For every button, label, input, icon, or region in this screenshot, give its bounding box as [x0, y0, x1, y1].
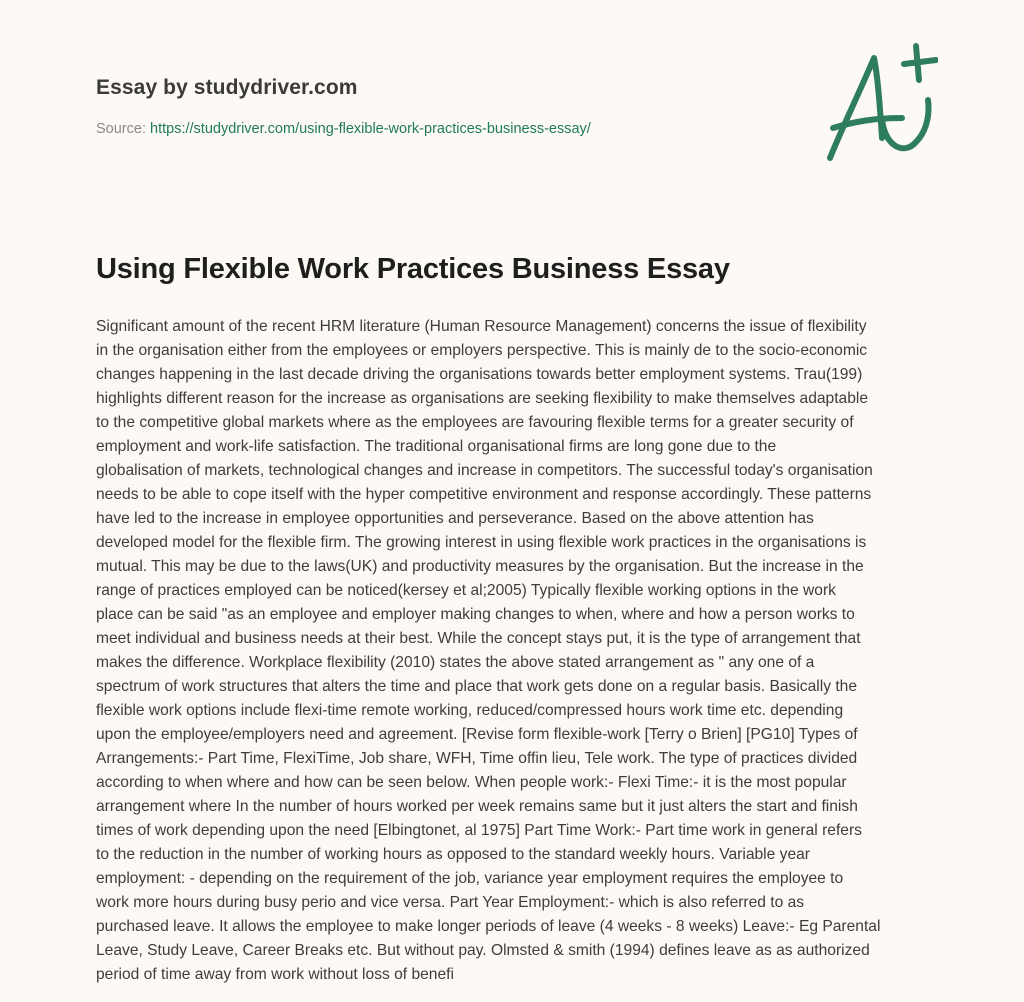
essay-body [96, 315, 936, 987]
site-header [96, 76, 936, 137]
essay-line: place can be said "as an employee and employer making changes to when, where and how a person works to [96, 606, 855, 623]
essay-line: mutual. This may be due to the laws(UK) and productivity measures by the organisation. But the increase in the [96, 558, 864, 575]
source-line [96, 121, 936, 137]
essay-line: work more hours during busy perio and vice versa. Part Year Employment:- which is also referred to as [96, 894, 805, 911]
essay-line: changes happening in the last decade driving the organisations towards better employment systems. Trau(199) [96, 366, 863, 383]
essay-line: have led to the increase in employee opportunities and perseverance. Based on the above attention has [96, 510, 814, 527]
essay-line: according to when where and how can be seen below. When people work:- Flexi Time:- it is the most popular [96, 774, 847, 791]
essay-line: employment and work-life satisfaction. The traditional organisational firms are long gone due to the [96, 438, 777, 455]
essay-line: employment: - depending on the requirement of the job, variance year employment requires the employee to [96, 870, 844, 887]
essay-line: highlights different reason for the increase as organisations are seeking flexibility to make themselves adaptable [96, 390, 869, 407]
essay-line: period of time away from work without loss of benefi [96, 966, 454, 983]
essay-line: to the reduction in the number of working hours as opposed to the standard weekly hours. Variable year [96, 846, 810, 863]
essay-line: range of practices employed can be noticed(kersey et al;2005) Typically flexible working options in the work [96, 582, 836, 599]
essay-line: needs to be able to cope itself with the hyper competitive environment and response accordingly. These patterns [96, 486, 872, 503]
essay-line: flexible work options include flexi-time remote working, reduced/compressed hours work time etc. depending [96, 702, 844, 719]
source-link[interactable]: https://studydriver.com/using-flexible-work-practices-business-essay/ [150, 121, 591, 137]
site-title: Essay by studydriver.com [96, 76, 358, 99]
essay-line: upon the employee/employers need and agreement. [Revise form flexible-work [Terry o Brien] [PG10] Types of [96, 726, 858, 743]
essay-line: Leave, Study Leave, Career Breaks etc. But without pay. Olmsted & smith (1994) defines leave as as authorized [96, 942, 870, 959]
essay-line: in the organisation either from the employees or employers perspective. This is mainly de to the socio-economic [96, 342, 868, 359]
a-plus-grade-icon [818, 38, 938, 168]
essay-line: Significant amount of the recent HRM literature (Human Resource Management) concerns the issue of flexibility [96, 318, 867, 335]
essay-line: makes the difference. Workplace flexibility (2010) states the above stated arrangement as " any one of a [96, 654, 815, 671]
essay-line: developed model for the flexible firm. The growing interest in using flexible work practices in the organisations is [96, 534, 867, 551]
source-label: Source: [96, 121, 146, 137]
essay-line: Arrangements:- Part Time, FlexiTime, Job share, WFH, Time offin lieu, Tele work. The type of practices divided [96, 750, 858, 767]
essay-line: meet individual and business needs at their best. While the concept stays put, it is the type of arrangement that [96, 630, 861, 647]
essay-title: Using Flexible Work Practices Business Essay [96, 253, 730, 285]
essay-line: times of work depending upon the need [Elbingtonet, al 1975] Part Time Work:- Part time work in general refers [96, 822, 862, 839]
essay-line: arrangement where In the number of hours worked per week remains same but it just alters the start and finish [96, 798, 858, 815]
essay-line: spectrum of work structures that alters the time and place that work gets done on a regular basis. Basically the [96, 678, 858, 695]
essay-line: globalisation of markets, technological changes and increase in competitors. The successful today's organisation [96, 462, 873, 479]
essay-line: purchased leave. It allows the employee to make longer periods of leave (4 weeks - 8 weeks) Leave:- Eg Parental [96, 918, 881, 935]
essay-line: to the competitive global markets where as the employees are favouring flexible terms for a greater security of [96, 414, 854, 431]
